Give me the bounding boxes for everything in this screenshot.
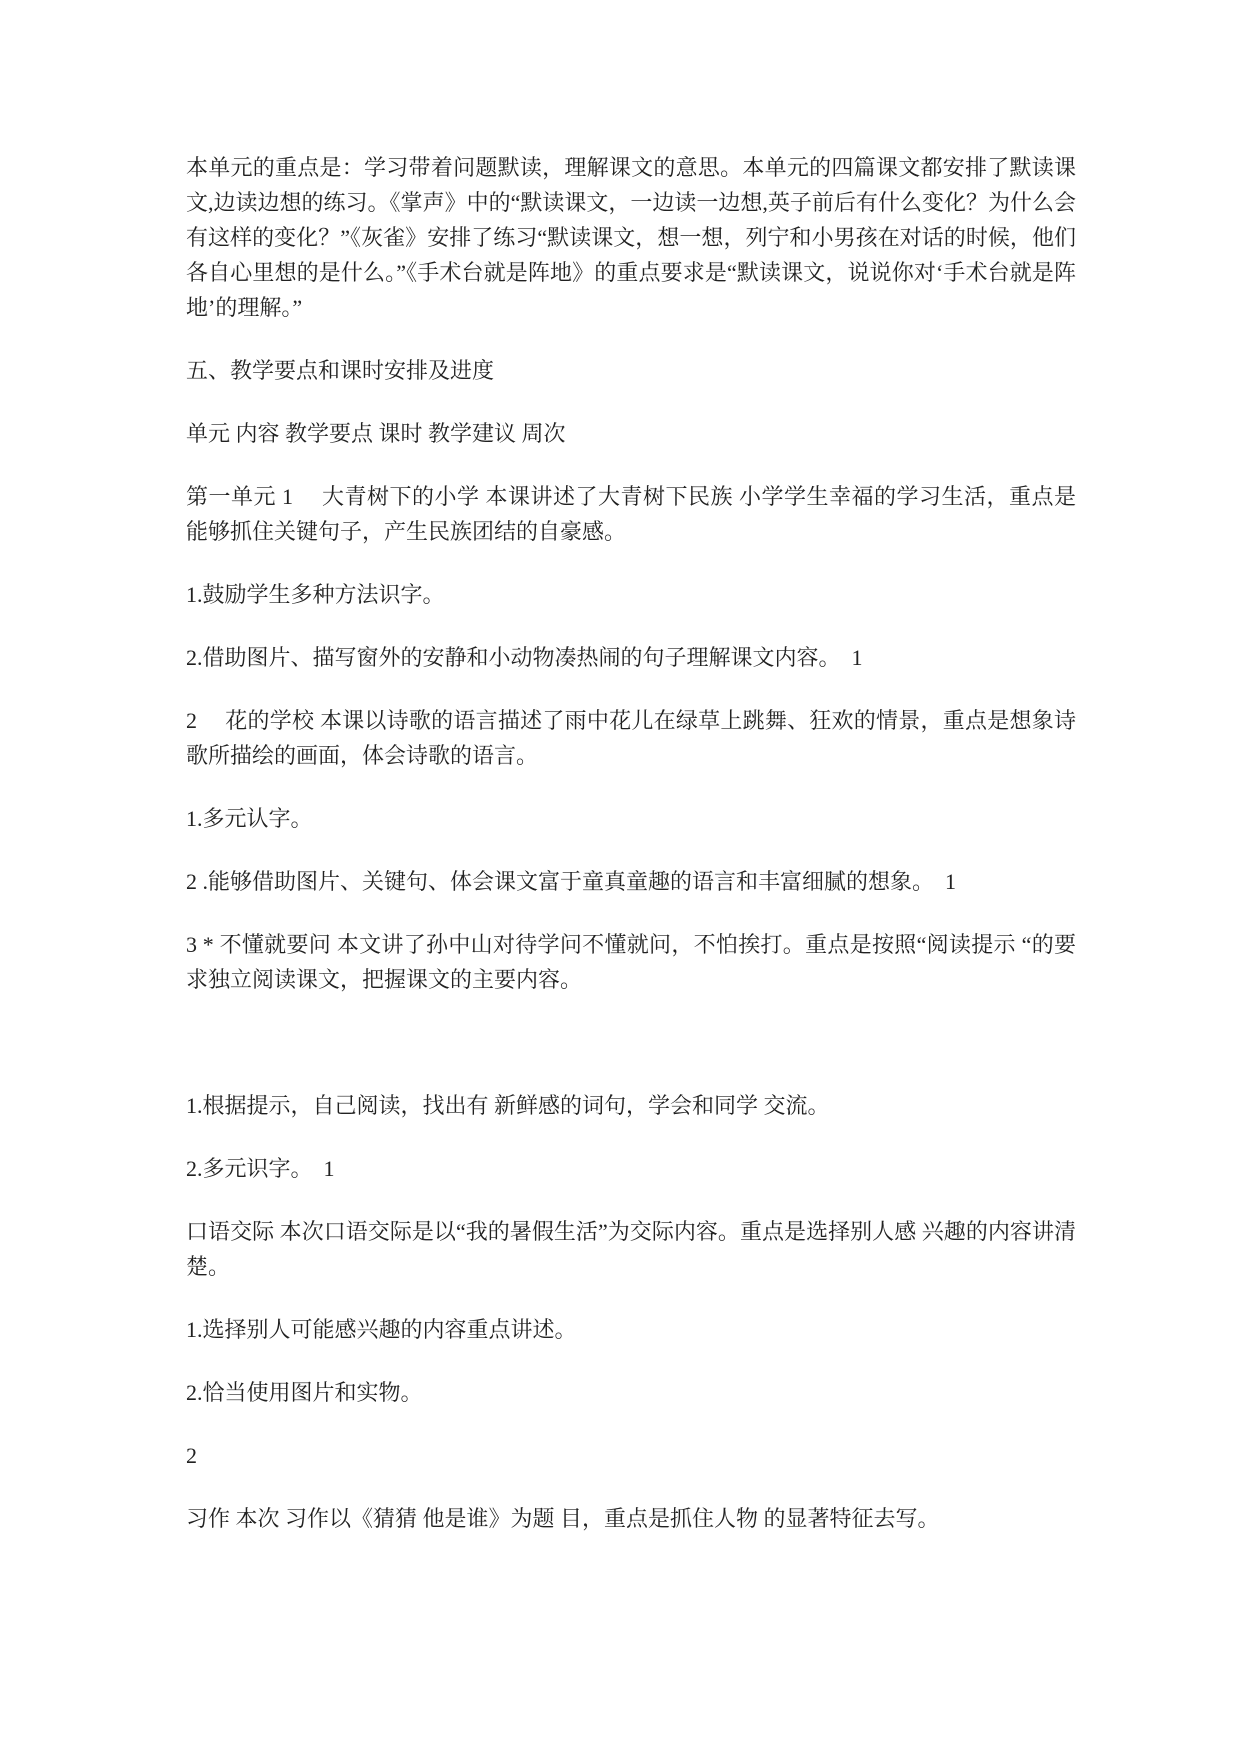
lesson1-point-2: 2.借助图片、描写窗外的安静和小动物凑热闹的句子理解课文内容。 1	[186, 645, 863, 670]
lesson3-point-2: 2.多元识字。 1	[186, 1156, 335, 1181]
lesson2-point-1: 1.多元认字。	[186, 806, 313, 831]
lesson2-point-2: 2 .能够借助图片、关键句、体会课文富于童真童趣的语言和丰富细腻的想象。 1	[186, 869, 957, 894]
empty-paragraph	[186, 1025, 1076, 1060]
unit1-lesson1-summary: 第一单元 1 大青树下的小学 本课讲述了大青树下民族 小学学生幸福的学习生活，重点是能够抓住关键句子，产生民族团结的自豪感。	[186, 484, 1076, 544]
oral-communication-point-2: 2.恰当使用图片和实物。	[186, 1380, 423, 1405]
lesson2-summary: 2 花的学校 本课以诗歌的语言描述了雨中花儿在绿草上跳舞、狂欢的情景，重点是想象诗歌所描绘的画面，体会诗歌的语言。	[186, 708, 1076, 768]
course-hours-number: 2	[186, 1443, 197, 1468]
lesson3-summary: 3 * 不懂就要问 本文讲了孙中山对待学问不懂就问，不怕挨打。重点是按照“阅读提示 “的要求独立阅读课文，把握课文的主要内容。	[186, 932, 1076, 992]
section-heading: 五、教学要点和课时安排及进度	[186, 358, 495, 383]
document-content	[186, 150, 1076, 1564]
lesson1-point-1: 1.鼓励学生多种方法识字。	[186, 582, 445, 607]
writing-task-summary: 习作 本次 习作以《猜猜 他是谁》为题 目，重点是抓住人物 的显著特征去写。	[186, 1506, 940, 1531]
unit-focus-paragraph: 本单元的重点是：学习带着问题默读，理解课文的意思。本单元的四篇课文都安排了默读课文,边读边想的练习。《掌声》中的“默读课文，一边读一边想,英子前后有什么变化？为什么会有这样的变化？”《灰雀》安排了练习“默读课文，想一想，列宁和小男孩在对话的时候，他们各自心里想的是什么。”《手术台就是阵地》的重点要求是“默读课文，说说你对‘手术台就是阵地’的理解。”	[186, 155, 1076, 320]
schedule-column-headers: 单元 内容 教学要点 课时 教学建议 周次	[186, 421, 566, 446]
lesson3-point-1: 1.根据提示，自己阅读，找出有 新鲜感的词句，学会和同学 交流。	[186, 1093, 830, 1118]
oral-communication-summary: 口语交际 本次口语交际是以“我的暑假生活”为交际内容。重点是选择别人感 兴趣的内容讲清楚。	[186, 1219, 1076, 1279]
oral-communication-point-1: 1.选择别人可能感兴趣的内容重点讲述。	[186, 1317, 577, 1342]
